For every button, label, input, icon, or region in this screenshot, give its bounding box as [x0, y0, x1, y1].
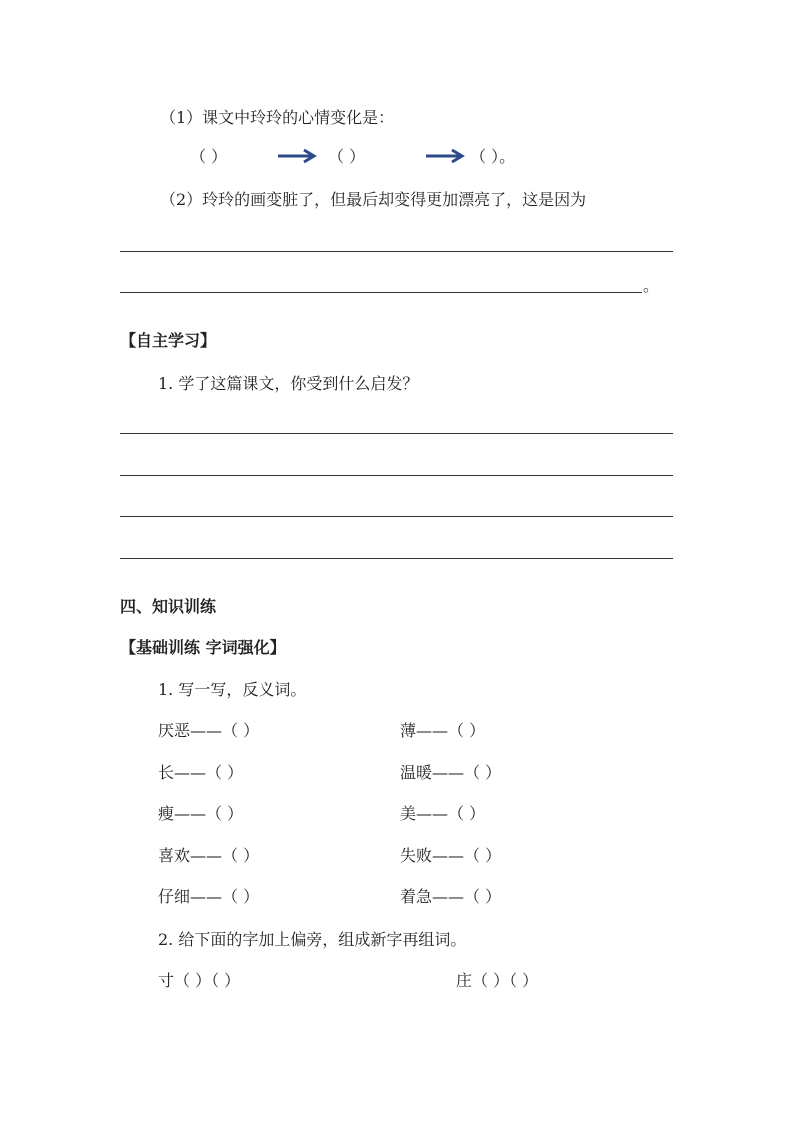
mood-blank-1[interactable]: （ ）	[190, 147, 228, 166]
radical-item[interactable]: 寸（ ）（ ）	[158, 971, 241, 990]
mood-blank-3[interactable]: （ ）。	[470, 147, 516, 166]
basic-training-heading: 【基础训练 字词强化】	[120, 638, 286, 657]
answer-line[interactable]	[120, 475, 673, 476]
answer-line[interactable]	[120, 292, 642, 293]
antonym-item[interactable]: 仔细——（ ）	[158, 887, 260, 906]
antonym-item[interactable]: 着急——（ ）	[400, 887, 502, 906]
antonym-item[interactable]: 长——（ ）	[158, 763, 244, 782]
radical-question-title: 2. 给下面的字加上偏旁，组成新字再组词。	[158, 930, 467, 949]
antonym-item[interactable]: 失败——（ ）	[400, 846, 502, 865]
radical-item[interactable]: 庄（ ）（ ）	[456, 971, 539, 990]
antonym-item[interactable]: 厌恶——（ ）	[158, 721, 260, 740]
answer-line[interactable]	[120, 433, 673, 434]
antonym-item[interactable]: 薄——（ ）	[400, 721, 486, 740]
antonym-item[interactable]: 温暖——（ ）	[400, 763, 502, 782]
mood-blank-2[interactable]: （ ）	[328, 147, 366, 166]
question-1-prompt: （1）课文中玲玲的心情变化是：	[160, 108, 395, 127]
antonym-question-title: 1. 写一写，反义词。	[158, 680, 307, 699]
arrow-right-icon	[276, 148, 318, 164]
answer-line[interactable]	[120, 516, 673, 517]
antonym-item[interactable]: 瘦——（ ）	[158, 804, 244, 823]
self-study-question: 1. 学了这篇课文，你受到什么启发？	[158, 374, 419, 393]
arrow-right-icon	[424, 148, 466, 164]
self-study-heading: 【自主学习】	[120, 331, 217, 350]
antonym-item[interactable]: 美——（ ）	[400, 804, 486, 823]
antonym-item[interactable]: 喜欢——（ ）	[158, 846, 260, 865]
question-2-prompt: （2）玲玲的画变脏了，但最后却变得更加漂亮了，这是因为	[160, 190, 587, 209]
answer-line[interactable]	[120, 558, 673, 559]
section-4-heading: 四、知识训练	[120, 597, 217, 616]
answer-line[interactable]	[120, 251, 673, 252]
end-mark: 。	[643, 276, 660, 295]
